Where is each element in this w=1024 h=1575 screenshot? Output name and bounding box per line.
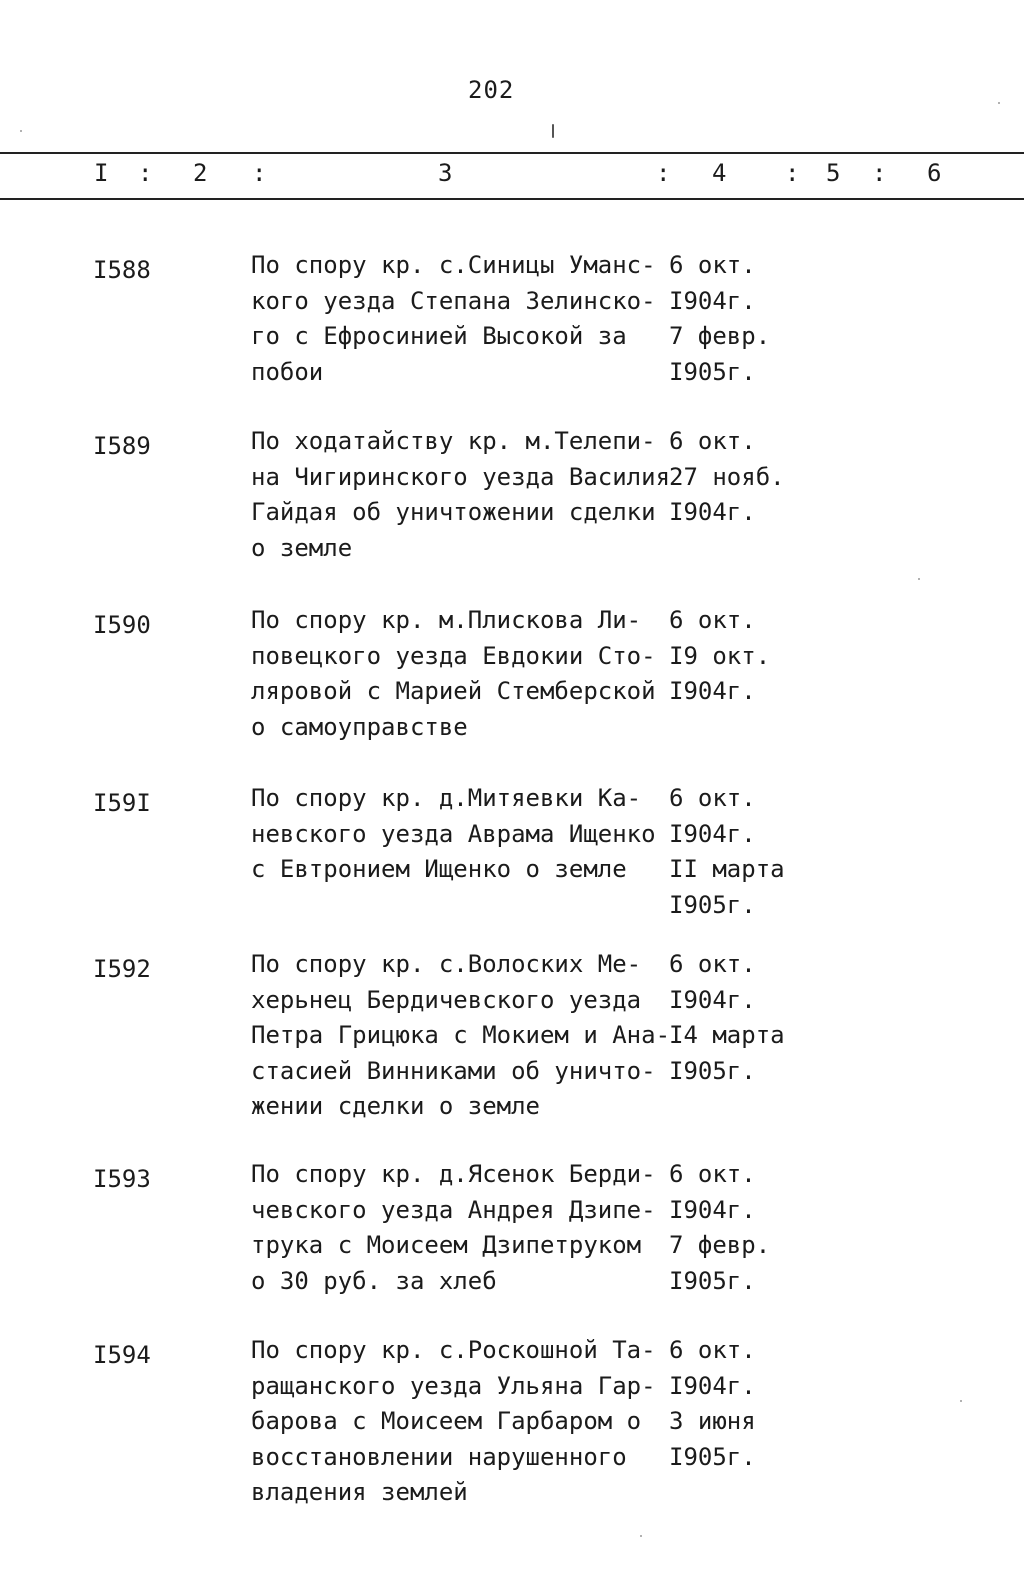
- date-line: I904г.: [669, 677, 756, 705]
- date-line: I905г.: [669, 1266, 756, 1295]
- description-line: восстановлении нарушенного: [251, 1442, 627, 1471]
- record-number: I59I: [93, 789, 151, 817]
- table-top-rule: [0, 152, 1024, 154]
- record-number: I588: [93, 256, 151, 284]
- date-line: I904г.: [669, 1371, 756, 1400]
- record-dates: [669, 1157, 770, 1299]
- record-description: [251, 947, 670, 1125]
- description-line: о земле: [251, 533, 353, 562]
- record-number: I594: [93, 1341, 151, 1369]
- description-line: о самоуправстве: [251, 712, 468, 741]
- record-dates: [669, 1333, 756, 1475]
- column-header-6: 6: [927, 159, 942, 187]
- date-line: 6 окт.: [669, 950, 756, 978]
- record-number: I590: [93, 611, 151, 639]
- scan-speck: [20, 130, 22, 132]
- description-line: на Чигиринского уезда Василия: [251, 462, 671, 491]
- column-separator: :: [785, 159, 800, 187]
- record-description: [251, 1157, 656, 1299]
- date-line: 3 июня: [669, 1407, 756, 1435]
- column-separator: :: [252, 159, 267, 187]
- description-line: невского уезда Аврама Ищенко: [251, 819, 656, 848]
- date-line: I904г.: [669, 498, 756, 526]
- record-number: I589: [93, 432, 151, 460]
- description-line: стасией Винниками об уничто-: [251, 1056, 656, 1085]
- column-header-2: 2: [193, 159, 208, 187]
- record-description: [251, 248, 656, 390]
- description-line: По спору кр. д.Митяевки Ка-: [251, 784, 642, 812]
- date-line: 27 нояб.: [669, 462, 785, 491]
- date-line: I905г.: [669, 890, 756, 919]
- record-dates: [669, 603, 770, 710]
- date-line: I4 марта: [669, 1021, 785, 1049]
- description-line: побои: [251, 357, 324, 386]
- description-line: По спору кр. м.Плискова Ли-: [251, 606, 642, 634]
- column-separator: :: [138, 159, 153, 187]
- scan-speck: [998, 102, 1000, 104]
- description-line: повецкого уезда Евдокии Сто-: [251, 641, 656, 670]
- record-number: I593: [93, 1165, 151, 1193]
- date-line: I905г.: [669, 357, 756, 386]
- description-line: о 30 руб. за хлеб: [251, 1266, 497, 1295]
- scan-mark: [552, 124, 554, 138]
- date-line: I905г.: [669, 1442, 756, 1471]
- date-line: I904г.: [669, 286, 756, 315]
- date-line: 7 февр.: [669, 322, 771, 350]
- date-line: 7 февр.: [669, 1231, 771, 1259]
- description-line: По спору кр. с.Синицы Уманс-: [251, 251, 656, 279]
- record-dates: [669, 947, 785, 1089]
- date-line: 6 окт.: [669, 606, 756, 634]
- date-line: I9 окт.: [669, 641, 771, 670]
- description-line: Гайдая об уничтожении сделки: [251, 498, 656, 526]
- record-description: [251, 781, 656, 888]
- column-header-1: I: [94, 159, 109, 187]
- description-line: с Евтронием Ищенко о земле: [251, 855, 627, 883]
- description-line: Петра Грицюка с Мокием и Ана-: [251, 1021, 671, 1049]
- description-line: По ходатайству кр. м.Телепи-: [251, 427, 656, 455]
- record-number: I592: [93, 955, 151, 983]
- description-line: владения землей: [251, 1478, 468, 1506]
- date-line: 6 окт.: [669, 251, 756, 279]
- record-description: [251, 603, 656, 745]
- column-header-3: 3: [438, 159, 453, 187]
- record-dates: [669, 424, 785, 531]
- scan-speck: [918, 578, 920, 580]
- scan-speck: [640, 1535, 642, 1537]
- description-line: барова с Моисеем Гарбаром о: [251, 1407, 642, 1435]
- column-header-4: 4: [712, 159, 727, 187]
- description-line: жении сделки о земле: [251, 1092, 540, 1120]
- description-line: трука с Моисеем Дзипетруком: [251, 1231, 642, 1259]
- date-line: 6 окт.: [669, 1336, 756, 1364]
- page-number: 202: [468, 76, 515, 104]
- description-line: По спору кр. с.Волоских Ме-: [251, 950, 642, 978]
- description-line: По спору кр. д.Ясенок Берди-: [251, 1160, 656, 1188]
- column-separator: :: [872, 159, 887, 187]
- description-line: херьнец Бердичевского уезда: [251, 985, 642, 1014]
- description-line: кого уезда Степана Зелинско-: [251, 286, 656, 315]
- record-description: [251, 1333, 656, 1511]
- record-dates: [669, 781, 785, 923]
- column-header-5: 5: [826, 159, 841, 187]
- description-line: го с Ефросинией Высокой за: [251, 322, 627, 350]
- date-line: II марта: [669, 855, 785, 883]
- date-line: I905г.: [669, 1056, 756, 1085]
- description-line: По спору кр. с.Роскошной Та-: [251, 1336, 656, 1364]
- description-line: ляровой с Марией Стемберской: [251, 677, 656, 705]
- date-line: I904г.: [669, 985, 756, 1014]
- description-line: чевского уезда Андрея Дзипе-: [251, 1195, 656, 1224]
- record-dates: [669, 248, 770, 390]
- table-header-rule: [0, 198, 1024, 200]
- date-line: I904г.: [669, 1195, 756, 1224]
- column-separator: :: [656, 159, 671, 187]
- scan-speck: [960, 1400, 962, 1402]
- date-line: 6 окт.: [669, 784, 756, 812]
- date-line: 6 окт.: [669, 427, 756, 455]
- description-line: ращанского уезда Ульяна Гар-: [251, 1371, 656, 1400]
- record-description: [251, 424, 670, 566]
- date-line: I904г.: [669, 819, 756, 848]
- date-line: 6 окт.: [669, 1160, 756, 1188]
